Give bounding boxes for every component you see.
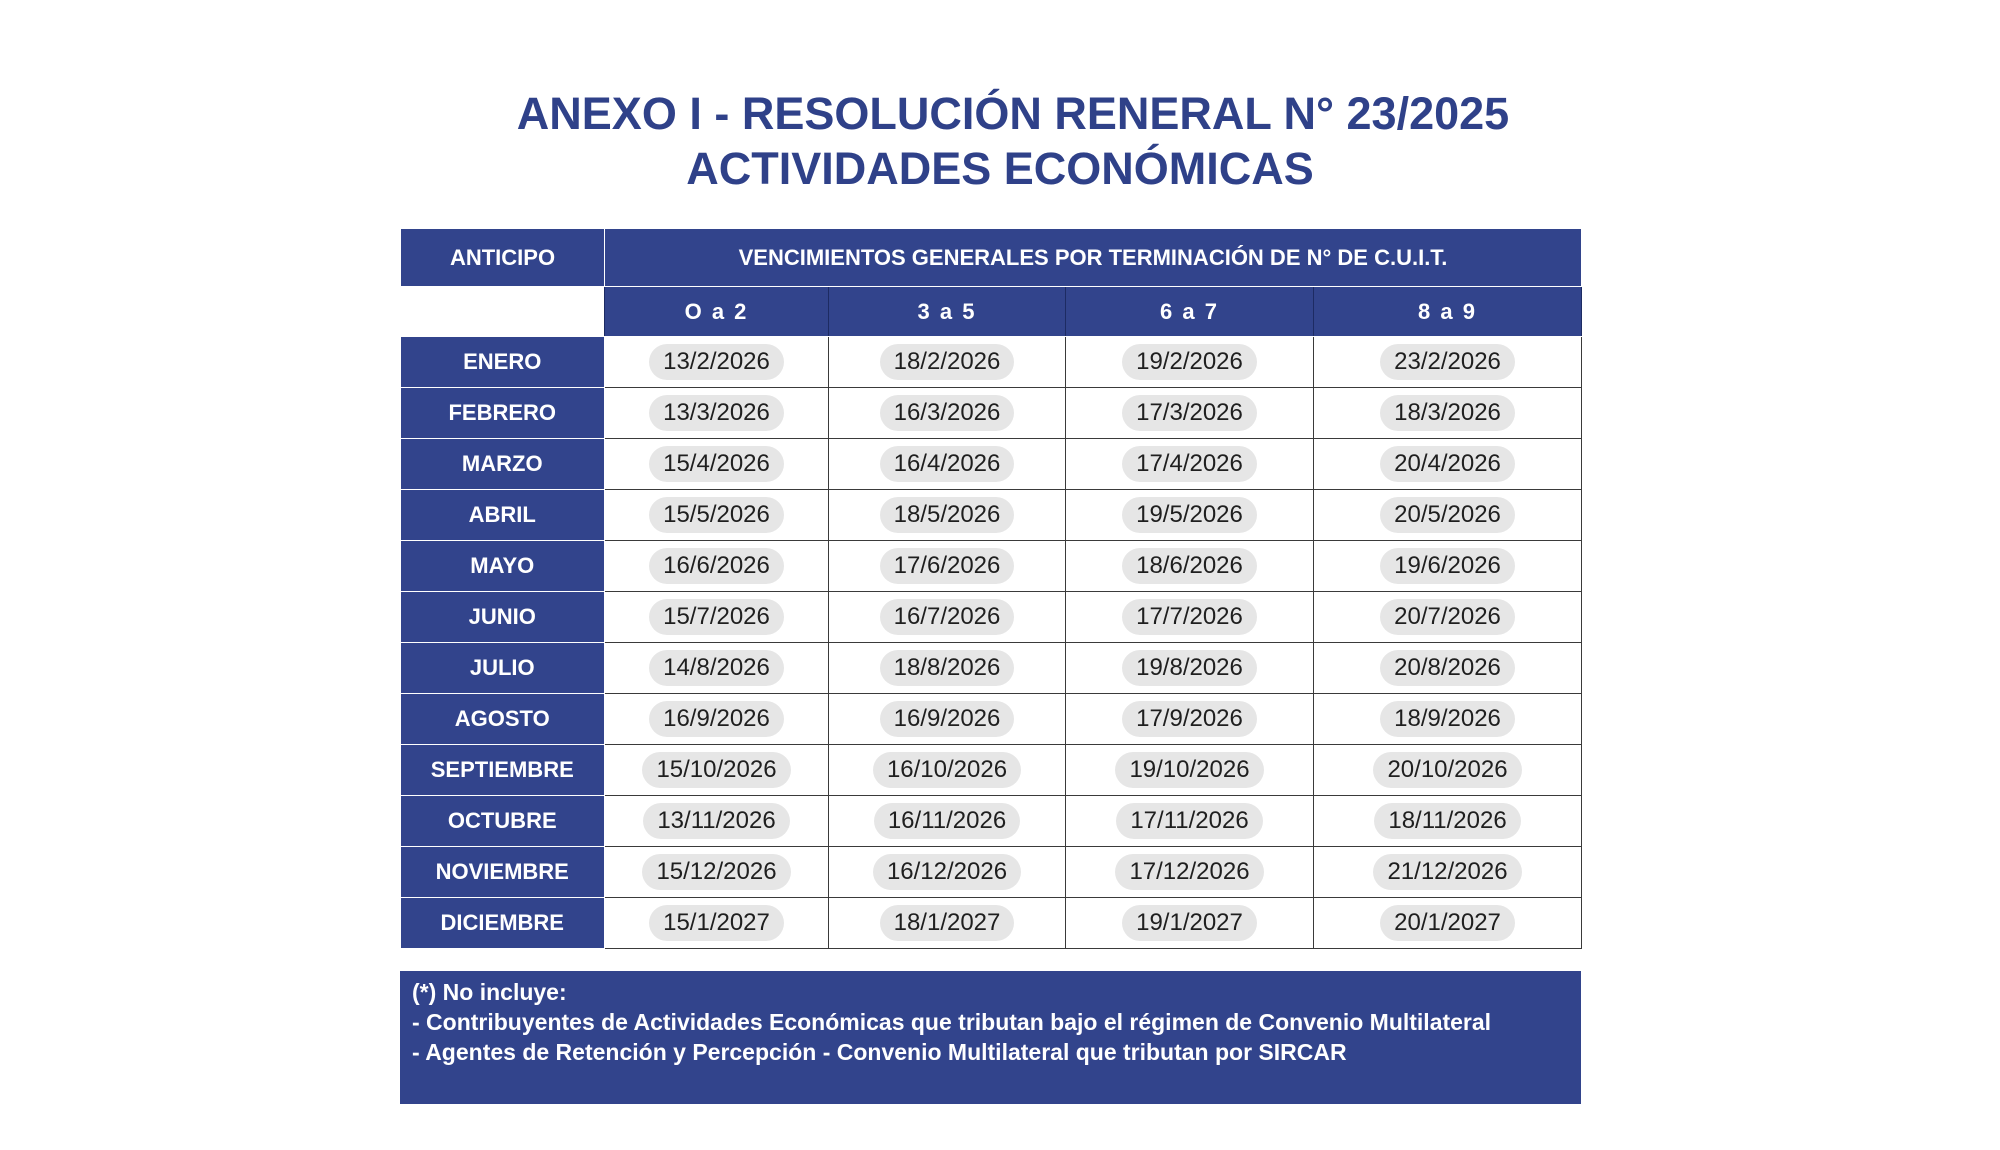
date-value: 20/10/2026 <box>1373 752 1521 788</box>
date-value: 19/6/2026 <box>1380 548 1515 584</box>
month-label: OCTUBRE <box>401 796 605 847</box>
date-value: 20/1/2027 <box>1380 905 1515 941</box>
column-header: 6 a 7 <box>1066 287 1314 337</box>
date-value: 15/12/2026 <box>642 854 790 890</box>
date-value: 16/3/2026 <box>880 395 1015 431</box>
date-cell <box>1314 643 1582 694</box>
table-body <box>401 337 1582 949</box>
date-cell <box>605 388 829 439</box>
date-cell <box>1066 337 1314 388</box>
date-cell <box>1066 541 1314 592</box>
date-cell <box>829 439 1066 490</box>
date-cell <box>1314 847 1582 898</box>
date-cell <box>1066 796 1314 847</box>
footnote-line-1: - Contribuyentes de Actividades Económicas que tributan bajo el régimen de Convenio Multilateral <box>412 1009 1492 1035</box>
date-value: 13/11/2026 <box>643 803 789 839</box>
date-value: 16/6/2026 <box>649 548 784 584</box>
table-row <box>401 490 1582 541</box>
date-value: 16/9/2026 <box>880 701 1015 737</box>
date-cell <box>829 541 1066 592</box>
date-value: 18/9/2026 <box>1380 701 1515 737</box>
date-value: 17/11/2026 <box>1116 803 1262 839</box>
date-value: 17/9/2026 <box>1122 701 1257 737</box>
table-row <box>401 541 1582 592</box>
date-cell <box>1066 592 1314 643</box>
date-value: 21/12/2026 <box>1373 854 1521 890</box>
date-cell <box>1066 388 1314 439</box>
date-value: 19/2/2026 <box>1122 344 1257 380</box>
table-row <box>401 337 1582 388</box>
date-cell <box>605 541 829 592</box>
date-value: 17/12/2026 <box>1115 854 1263 890</box>
date-cell <box>1066 898 1314 949</box>
date-value: 16/11/2026 <box>874 803 1020 839</box>
date-value: 16/9/2026 <box>649 701 784 737</box>
date-cell <box>829 592 1066 643</box>
date-cell <box>829 694 1066 745</box>
date-cell <box>829 490 1066 541</box>
date-value: 20/7/2026 <box>1380 599 1515 635</box>
table-row <box>401 388 1582 439</box>
date-value: 20/5/2026 <box>1380 497 1515 533</box>
date-cell <box>1314 439 1582 490</box>
month-label: MAYO <box>401 541 605 592</box>
date-cell <box>605 796 829 847</box>
table-row <box>401 898 1582 949</box>
table-row <box>401 643 1582 694</box>
date-cell <box>605 592 829 643</box>
date-value: 16/4/2026 <box>880 446 1015 482</box>
month-label: MARZO <box>401 439 605 490</box>
date-cell <box>1314 796 1582 847</box>
date-value: 15/5/2026 <box>649 497 784 533</box>
date-cell <box>605 847 829 898</box>
date-cell <box>1314 388 1582 439</box>
date-cell <box>1314 745 1582 796</box>
schedule-table <box>400 228 1582 949</box>
date-value: 17/3/2026 <box>1122 395 1257 431</box>
group-header: VENCIMIENTOS GENERALES POR TERMINACIÓN DE N° DE C.U.I.T. <box>605 229 1582 287</box>
table-row <box>401 745 1582 796</box>
date-cell <box>1314 592 1582 643</box>
date-value: 17/6/2026 <box>880 548 1015 584</box>
date-value: 18/1/2027 <box>880 905 1015 941</box>
date-value: 18/3/2026 <box>1380 395 1515 431</box>
date-cell <box>1066 745 1314 796</box>
month-label: NOVIEMBRE <box>401 847 605 898</box>
date-value: 18/8/2026 <box>880 650 1015 686</box>
date-value: 23/2/2026 <box>1380 344 1515 380</box>
date-cell <box>1066 847 1314 898</box>
date-value: 16/12/2026 <box>873 854 1021 890</box>
anticipo-header: ANTICIPO <box>401 229 605 287</box>
date-cell <box>1314 898 1582 949</box>
date-cell <box>829 337 1066 388</box>
table-row <box>401 694 1582 745</box>
date-value: 15/4/2026 <box>649 446 784 482</box>
date-cell <box>605 898 829 949</box>
date-value: 18/5/2026 <box>880 497 1015 533</box>
date-value: 20/8/2026 <box>1380 650 1515 686</box>
date-value: 18/2/2026 <box>880 344 1015 380</box>
date-value: 20/4/2026 <box>1380 446 1515 482</box>
date-value: 15/10/2026 <box>642 752 790 788</box>
footnote-heading: (*) No incluye: <box>412 979 567 1005</box>
date-cell <box>1314 541 1582 592</box>
date-cell <box>1066 490 1314 541</box>
table-row <box>401 592 1582 643</box>
month-label: AGOSTO <box>401 694 605 745</box>
date-cell <box>1314 694 1582 745</box>
footnote-box <box>400 971 1581 1104</box>
date-value: 19/8/2026 <box>1122 650 1257 686</box>
date-value: 13/2/2026 <box>649 344 784 380</box>
footnote-line-2: - Agentes de Retención y Percepción - Convenio Multilateral que tributan por SIRCAR <box>412 1039 1347 1065</box>
date-value: 16/7/2026 <box>880 599 1015 635</box>
date-value: 17/4/2026 <box>1122 446 1257 482</box>
date-value: 15/7/2026 <box>649 599 784 635</box>
title-line-2: ACTIVIDADES ECONÓMICAS <box>686 143 1314 194</box>
date-cell <box>829 643 1066 694</box>
month-label: FEBRERO <box>401 388 605 439</box>
table-row <box>401 847 1582 898</box>
table-row <box>401 439 1582 490</box>
table-row <box>401 796 1582 847</box>
title-line-1: ANEXO I - RESOLUCIÓN RENERAL N° 23/2025 <box>516 88 1510 139</box>
date-value: 14/8/2026 <box>649 650 784 686</box>
date-cell <box>1066 439 1314 490</box>
date-value: 15/1/2027 <box>649 905 784 941</box>
date-cell <box>1314 490 1582 541</box>
date-cell <box>605 490 829 541</box>
column-header: 3 a 5 <box>829 287 1066 337</box>
date-value: 18/11/2026 <box>1374 803 1520 839</box>
date-cell <box>605 337 829 388</box>
date-cell <box>605 643 829 694</box>
date-value: 19/5/2026 <box>1122 497 1257 533</box>
month-label: JULIO <box>401 643 605 694</box>
empty-header-cell <box>401 287 605 337</box>
date-cell <box>829 388 1066 439</box>
date-cell <box>605 694 829 745</box>
month-label: JUNIO <box>401 592 605 643</box>
date-value: 19/1/2027 <box>1122 905 1257 941</box>
date-cell <box>605 439 829 490</box>
column-header: O a 2 <box>605 287 829 337</box>
date-value: 17/7/2026 <box>1122 599 1257 635</box>
date-cell <box>829 847 1066 898</box>
month-label: SEPTIEMBRE <box>401 745 605 796</box>
date-cell <box>605 745 829 796</box>
column-header: 8 a 9 <box>1314 287 1582 337</box>
date-value: 19/10/2026 <box>1115 752 1263 788</box>
date-cell <box>829 898 1066 949</box>
date-cell <box>1314 337 1582 388</box>
month-label: DICIEMBRE <box>401 898 605 949</box>
month-label: ENERO <box>401 337 605 388</box>
month-label: ABRIL <box>401 490 605 541</box>
date-cell <box>829 745 1066 796</box>
date-cell <box>1066 643 1314 694</box>
date-cell <box>1066 694 1314 745</box>
date-value: 18/6/2026 <box>1122 548 1257 584</box>
date-value: 13/3/2026 <box>649 395 784 431</box>
date-value: 16/10/2026 <box>873 752 1021 788</box>
date-cell <box>829 796 1066 847</box>
